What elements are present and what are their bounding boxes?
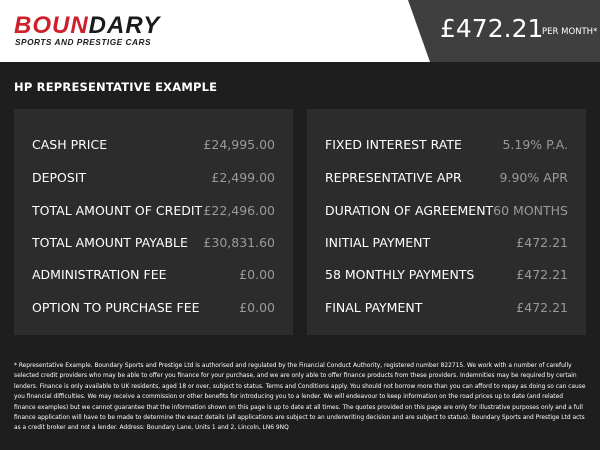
row-value: £472.21 <box>516 235 568 250</box>
row-total-credit <box>32 202 275 220</box>
row-value: 9.90% APR <box>499 170 568 185</box>
section-title: HP REPRESENTATIVE EXAMPLE <box>14 80 218 94</box>
header-bar <box>0 0 600 62</box>
row-label: FINAL PAYMENT <box>325 300 423 315</box>
row-label: DURATION OF AGREEMENT <box>325 203 494 218</box>
row-value: £472.21 <box>516 267 568 282</box>
row-final-payment <box>325 299 568 317</box>
row-label: INITIAL PAYMENT <box>325 235 431 250</box>
row-admin-fee <box>32 266 275 284</box>
monthly-price-unit: PER MONTH* <box>542 27 598 37</box>
row-interest-rate <box>325 136 568 154</box>
finance-disclaimer: * Representative Example. Boundary Sports and Prestige Ltd is authorised and regulated by the Financial Conduct Authority, registered number 822715. We work with a number of carefully selected credit providers who may be able to offer you finance for your purchase, and we are only able to offer finance products from these providers. Indemnities may be required by certain lenders. Finance is only available to UK residents, aged 18 or over, subject to status. Terms and Conditions apply. You should not borrow more than you can afford to repay as doing so can cause you financial difficulties. We may receive a commission or other benefits for introducing you to a lender. We will endeavour to keep information on the road prices up to date (and related finance examples) but we cannot guarantee that the information shown on this page is up to date at all times. The quotes provided on this page are only for illustrative purposes only and a full finance application will have to be made to determine the exact details (all applications are subject to an underwriting decision and are subject to status). Boundary Sports and Prestige Ltd acts as a credit broker and not a lender. Address: Boundary Lane, Units 1 and 2, Lincoln, LN6 9NQ <box>14 363 586 432</box>
row-value: £30,831.60 <box>203 235 275 250</box>
row-duration <box>325 202 568 220</box>
row-value: £0.00 <box>239 267 275 282</box>
row-monthly-payments <box>325 266 568 284</box>
row-value: 60 MONTHS <box>493 203 568 218</box>
row-value: £2,499.00 <box>211 170 275 185</box>
row-value: £24,995.00 <box>203 137 275 152</box>
row-label: ADMINISTRATION FEE <box>32 267 167 282</box>
row-option-fee <box>32 299 275 317</box>
row-deposit <box>32 169 275 187</box>
logo-wordmark: BOUNDARY <box>14 12 161 39</box>
row-value: £22,496.00 <box>203 203 275 218</box>
row-value: £472.21 <box>516 300 568 315</box>
row-label: TOTAL AMOUNT OF CREDIT <box>32 203 203 218</box>
row-label: OPTION TO PURCHASE FEE <box>32 300 200 315</box>
row-label: 58 MONTHLY PAYMENTS <box>325 267 475 282</box>
row-cash-price <box>32 136 275 154</box>
row-apr <box>325 169 568 187</box>
row-label: REPRESENTATIVE APR <box>325 170 462 185</box>
brand-logo[interactable] <box>14 14 189 48</box>
logo-tagline: SPORTS AND PRESTIGE CARS <box>15 37 152 47</box>
row-label: CASH PRICE <box>32 137 108 152</box>
row-value: 5.19% P.A. <box>502 137 568 152</box>
row-total-payable <box>32 234 275 252</box>
row-label: FIXED INTEREST RATE <box>325 137 462 152</box>
finance-panel-left <box>14 109 293 335</box>
row-value: £0.00 <box>239 300 275 315</box>
monthly-price: £472.21 <box>440 14 544 43</box>
row-label: DEPOSIT <box>32 170 87 185</box>
finance-panel-right <box>307 109 586 335</box>
monthly-price-tag <box>430 0 600 62</box>
row-initial-payment <box>325 234 568 252</box>
row-label: TOTAL AMOUNT PAYABLE <box>32 235 188 250</box>
